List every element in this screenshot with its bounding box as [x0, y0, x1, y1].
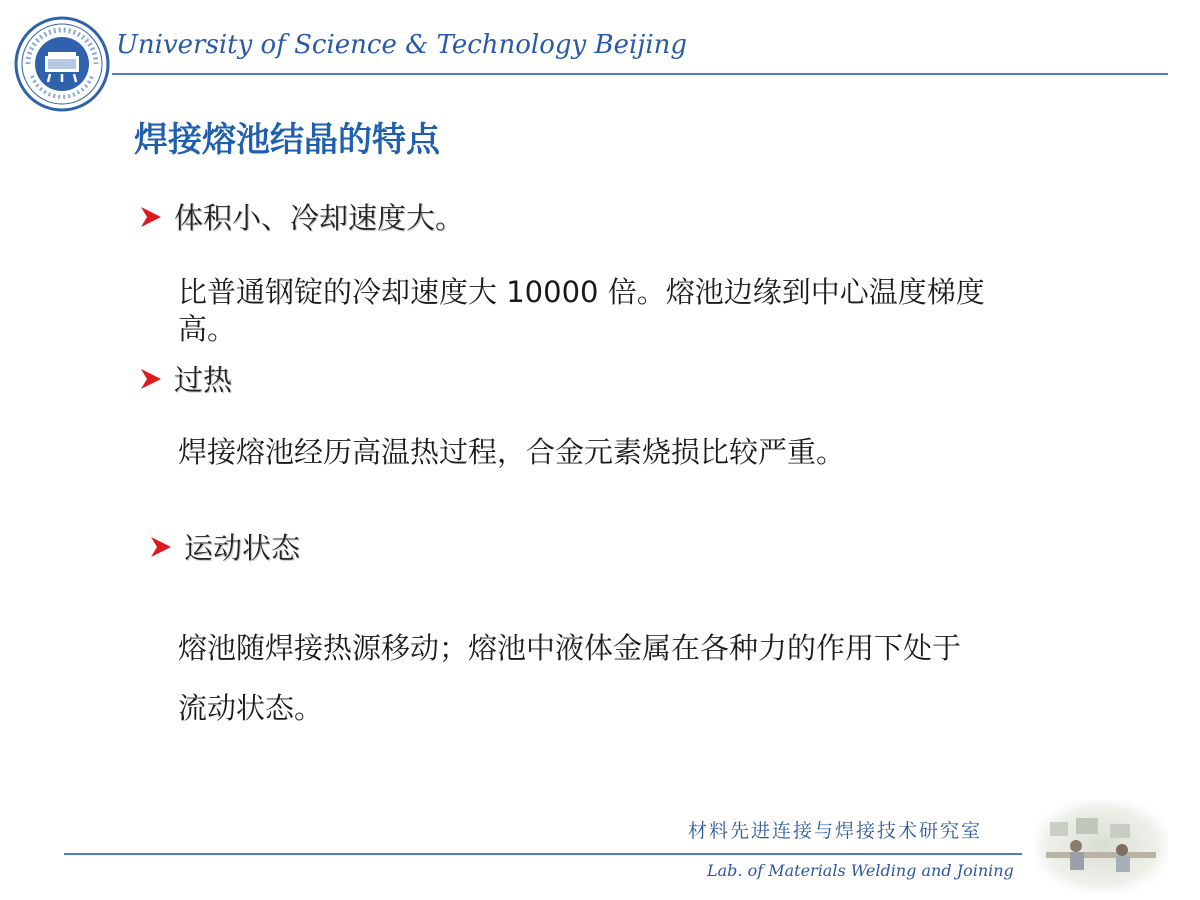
body-line: 比普通钢锭的冷却速度大 10000 倍。熔池边缘到中心温度梯度: [178, 275, 985, 309]
body-line: 流动状态。: [178, 691, 324, 725]
bullet-body: [178, 434, 845, 471]
university-name: University of Science & Technology Beijing: [116, 30, 688, 60]
header-divider: [112, 73, 1168, 75]
bullet-label: 体积小、冷却速度大。: [174, 201, 465, 235]
body-line: 高。: [178, 312, 237, 346]
body-line: 熔池随焊接热源移动；熔池中液体金属在各种力的作用下处于: [178, 631, 962, 665]
arrow-bullet-icon: [138, 366, 164, 392]
bullet-item: [148, 526, 300, 567]
bullet-body: [178, 274, 985, 348]
slide-title: 焊接熔池结晶的特点: [134, 120, 440, 160]
bullet-label: 运动状态: [184, 531, 301, 565]
footer-divider: [64, 853, 1022, 855]
body-line: 焊接熔池经历高温热过程，合金元素烧损比较严重。: [178, 435, 846, 469]
bullet-label: 过热: [174, 363, 233, 397]
bullet-item: [138, 196, 464, 237]
lab-name-cn: 材料先进连接与焊接技术研究室: [688, 820, 983, 842]
bullet-body: [178, 618, 961, 738]
arrow-bullet-icon: [148, 534, 174, 560]
university-seal-icon: [14, 16, 110, 112]
arrow-bullet-icon: [138, 204, 164, 230]
lab-photo-icon: [1036, 800, 1168, 892]
lab-name-en: Lab. of Materials Welding and Joining: [707, 861, 1014, 880]
bullet-item: [138, 358, 232, 399]
